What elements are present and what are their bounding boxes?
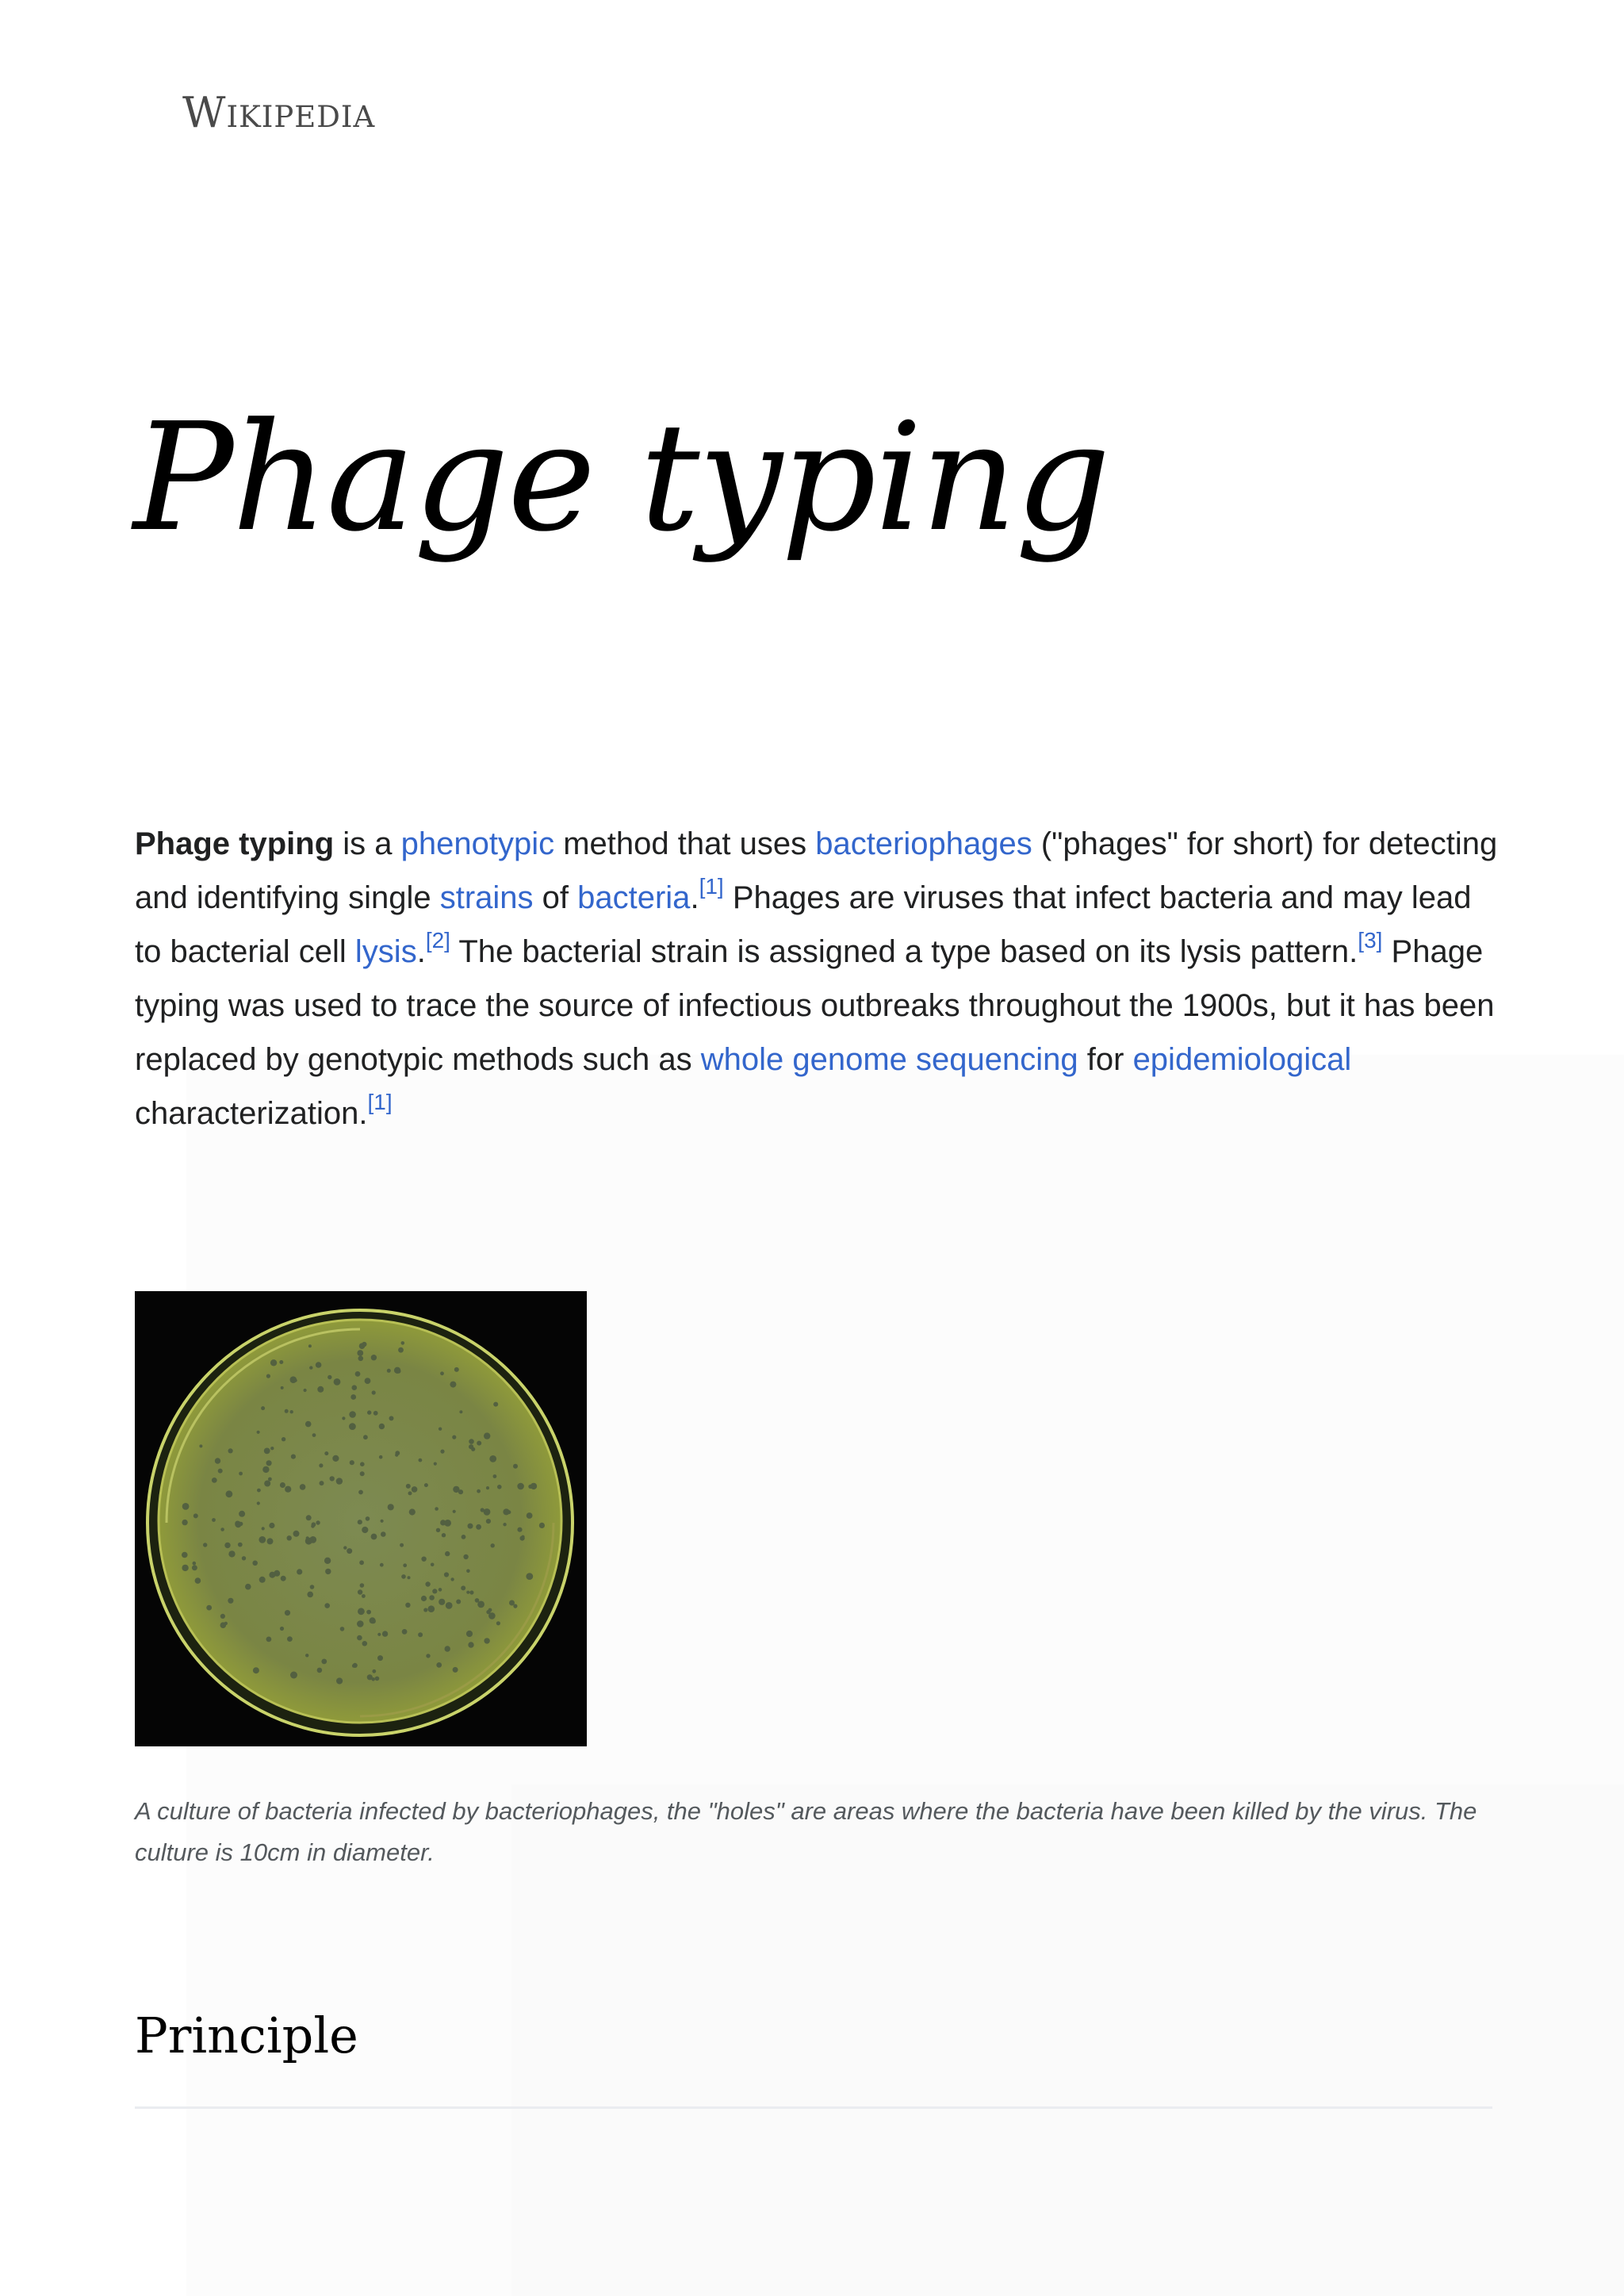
plaque [257,1489,261,1493]
plaque [259,1577,266,1583]
plaque [192,1565,197,1570]
plaque [309,1366,312,1369]
plaque [252,1561,258,1566]
plaque [215,1458,220,1463]
plaque [476,1524,481,1530]
plaque [466,1631,473,1637]
plaque [382,1631,388,1636]
plaque [388,1504,394,1510]
plaque [434,1462,437,1466]
plaque [220,1527,224,1531]
citation-3[interactable] [1358,928,1382,953]
plaque [503,1523,506,1526]
plaque [421,1557,426,1562]
plaque [367,1674,373,1680]
plaque [477,1489,481,1493]
plaque [340,1627,345,1631]
plaque [287,1636,293,1642]
link-epidemiological[interactable]: epidemiological [1132,1042,1352,1077]
plaque [334,1378,341,1386]
plaque [343,1546,347,1549]
plaque [513,1604,517,1608]
plaque [330,1476,335,1481]
plaque [352,1664,356,1668]
plaque [387,1369,391,1373]
plaque [446,1602,453,1609]
plaque [452,1435,456,1439]
plaque [453,1667,458,1673]
plaque [412,1486,418,1493]
citation-2[interactable] [426,928,450,953]
plaque [421,1596,427,1601]
plaque [257,1431,260,1434]
plaque [212,1518,216,1522]
plaque [199,1444,202,1447]
plaque [463,1554,468,1559]
plaque [287,1535,292,1540]
plaque [469,1590,473,1594]
plaque [182,1503,190,1510]
plaque [262,1466,269,1473]
plaque [290,1410,293,1413]
lead-text: characterization. [135,1096,368,1131]
plaque [377,1633,381,1636]
plaque [182,1520,187,1525]
plaque [403,1563,407,1567]
plaque [317,1386,324,1393]
plaque [235,1521,240,1527]
plaque [450,1382,456,1388]
plaque [316,1520,320,1524]
plaque [440,1450,444,1454]
plaque [357,1620,364,1627]
plaque [394,1367,400,1374]
plaque [352,1385,358,1390]
plaque [468,1642,473,1647]
lead-bold-term: Phage typing [135,826,335,861]
plaque [466,1591,469,1594]
plaque [373,1411,378,1416]
link-bacteriophages[interactable]: bacteriophages [815,826,1032,861]
plaque [362,1641,368,1646]
plaque [224,1543,230,1548]
section-divider [135,2106,1492,2109]
plaque [366,1610,371,1615]
plaque [280,1627,284,1631]
plaque [489,1455,496,1462]
plaque [182,1552,188,1558]
plaque [405,1603,410,1608]
plaque [526,1573,533,1580]
plaque [269,1572,275,1578]
link-lysis[interactable]: lysis [354,934,417,969]
plaque [238,1543,243,1547]
plaque [456,1600,461,1604]
plaque [440,1371,444,1375]
lead-text: . [690,880,699,915]
plaque [454,1367,459,1372]
plaque [358,1520,362,1524]
lead-text: is a [334,826,401,861]
plaque [462,1535,466,1539]
plaque [429,1595,435,1600]
plaque [359,1343,366,1349]
plaque [517,1483,524,1490]
plaque [293,1531,300,1537]
plaque [362,1527,368,1533]
plaque [285,1486,291,1493]
plaque [358,1356,364,1362]
plaque [309,1536,316,1543]
link-phenotypic[interactable]: phenotypic [400,826,555,861]
plaque [517,1527,522,1532]
plaque [266,1460,272,1466]
plaque [400,1543,404,1547]
plaque [281,1576,286,1581]
plaque [261,1406,265,1410]
plaque [528,1485,532,1489]
plaque [426,1654,430,1658]
plaque [436,1662,442,1668]
plaque [459,1410,462,1413]
plaque [357,1635,362,1641]
plaque [477,1441,481,1446]
plaque [395,1451,400,1455]
plaque [239,1511,245,1517]
figure-caption: A culture of bacteria infected by bacteriophages, the "holes" are areas where the bacteria have been killed by the virus. The culture is 10cm in diameter. [135,1797,1477,1866]
plaque [381,1531,386,1537]
lead-text: for [1078,1042,1133,1077]
plaque [379,1455,383,1459]
plaque [365,1378,371,1384]
plaque [366,1516,370,1521]
plaque [477,1601,485,1608]
plaque [436,1528,440,1532]
plaque [206,1605,212,1611]
plaque [290,1376,297,1383]
lead-text: The bacterial strain is assigned a type based on its lysis pattern. [450,934,1358,969]
plaque [398,1347,404,1353]
plaque [406,1484,411,1489]
plaque [428,1605,435,1612]
plaque [402,1629,408,1635]
plaque [290,1672,297,1679]
lead-text: Phage typing was used to trace the source of infectious outbreaks throughout the 1900s, but it has been replaced by genotypic methods such as [135,934,1495,1077]
plaque [453,1510,456,1513]
plaque [305,1421,312,1428]
plaque [461,1585,465,1590]
plaque [218,1469,223,1474]
citation-link[interactable]: [2] [425,928,450,953]
plaque [493,1402,498,1407]
plaque [432,1589,437,1593]
plaque [442,1533,446,1537]
citation-link[interactable]: [1] [699,874,724,899]
plaque [423,1608,427,1612]
lead-text: method that uses [554,826,816,861]
plaque [253,1667,259,1673]
plaque [375,1677,380,1681]
plaque [468,1524,473,1529]
plaque [300,1484,306,1490]
plaque [282,1437,285,1441]
plaque [401,1341,405,1345]
plaque [358,1589,362,1594]
plaque [493,1474,497,1478]
plaque [324,1558,331,1564]
plaque [264,1481,270,1487]
plaque [266,1374,270,1378]
plaque [484,1638,489,1643]
plaque [367,1410,371,1414]
plaque [380,1563,384,1567]
link-strains[interactable]: strains [439,880,534,915]
plaque [359,1560,364,1565]
plaque [418,1632,423,1637]
plaque [444,1520,451,1527]
plaque [195,1577,201,1584]
plaque [239,1472,243,1476]
plaque [325,1569,331,1574]
plaque [408,1576,411,1579]
plaque [445,1551,450,1556]
lead-text: ("phages" for short) for detecting and identifying single [135,826,1498,915]
plaque [324,1603,330,1608]
page-title: Phage typing [133,391,1109,565]
plaque [486,1519,491,1524]
plaque [496,1621,500,1625]
plaque [371,1619,376,1623]
plaque [242,1556,246,1560]
plaque [419,1458,423,1462]
plaque [350,1460,354,1465]
plaque [389,1416,394,1420]
plaque [431,1563,435,1567]
lead-text: . [416,934,426,969]
plaque [360,1471,365,1476]
plaque [453,1486,459,1493]
plaque [435,1507,439,1511]
plaque [228,1598,233,1604]
plaque [317,1668,323,1673]
plaque [304,1389,307,1392]
citation-link[interactable]: [3] [1358,928,1383,953]
plaque [269,1523,274,1528]
plaque [360,1583,365,1588]
plaque [401,1574,406,1579]
plaque [466,1570,470,1573]
petri-dish-image[interactable] [135,1291,587,1746]
plaque [527,1512,533,1519]
plaque [336,1677,343,1684]
plaque [372,1669,376,1673]
plaque [316,1362,322,1368]
plaque [381,1520,384,1523]
plaque [349,1411,356,1418]
plaque [450,1577,454,1581]
plaque [193,1513,198,1518]
plaque [305,1654,308,1657]
plaque [291,1455,296,1459]
plaque [358,1608,365,1615]
plaque [245,1584,251,1590]
plaque [270,1359,277,1366]
plaque [445,1646,450,1651]
plaque [319,1463,323,1467]
plaque [486,1486,489,1489]
plaque [203,1543,207,1547]
plaque [280,1482,285,1488]
wikipedia-logo[interactable]: Wikipedia [182,89,376,137]
plaque [228,1550,235,1557]
plaque [372,1390,376,1394]
plaque [357,1350,363,1356]
plaque [491,1543,495,1547]
plaque [371,1355,377,1360]
plaque [312,1433,316,1437]
citation-1-repeat[interactable] [367,1090,392,1114]
plaque [270,1447,274,1450]
plaque [439,1428,442,1431]
plaque [220,1622,227,1628]
plaque [281,1386,284,1389]
plaque [444,1572,449,1577]
plaque [484,1432,490,1439]
plaque [182,1565,188,1571]
plaque [266,1637,272,1642]
plaque [193,1562,197,1566]
plaque [311,1524,315,1528]
plaque [513,1464,518,1469]
plaque [268,1478,272,1481]
plaque [320,1481,324,1485]
plaque [321,1659,327,1665]
plaque [257,1501,260,1504]
plaque [297,1569,302,1574]
citation-1[interactable] [699,874,724,899]
link-bacteria[interactable]: bacteria [577,880,691,915]
plaque [279,1360,283,1364]
plaque [332,1455,339,1462]
lead-paragraph [135,817,1499,1140]
plaque [267,1538,274,1544]
plaque [327,1375,331,1379]
plaque [228,1448,233,1453]
plaque [259,1536,266,1543]
plaque [306,1515,312,1520]
plaque [425,1581,430,1586]
plaque [308,1344,312,1347]
lead-text: of [533,880,578,915]
plaque [439,1588,442,1592]
plaque [360,1462,365,1466]
plaque [324,1451,328,1455]
plaque [307,1592,313,1598]
plaque [220,1614,225,1619]
plaque [262,1527,265,1530]
plaque [226,1490,233,1497]
plaque [349,1423,356,1430]
section-heading-principle: Principle [135,2007,358,2064]
plaque [362,1594,366,1598]
plaque [358,1490,363,1495]
plaque [342,1416,345,1420]
plaque [347,1548,352,1554]
plaque [521,1535,524,1539]
plaque [285,1409,289,1413]
plaque [350,1394,356,1400]
plaque [424,1483,428,1487]
plaque [212,1478,217,1483]
petri-dish-graphic [135,1291,587,1746]
plaque [377,1655,383,1661]
plaque [264,1448,270,1455]
plaque [497,1485,502,1489]
plaque [539,1523,545,1528]
plaque [285,1610,290,1616]
lead-text: Phages are viruses that infect bacteria and may lead to bacterial cell [135,880,1472,969]
plaque [310,1585,315,1589]
citation-link[interactable]: [1] [367,1090,393,1114]
plaque [379,1424,385,1429]
plaque [488,1612,496,1619]
plaque [409,1508,416,1515]
plaque [363,1435,368,1439]
plaque [371,1534,377,1540]
plaque [336,1478,343,1484]
plaque [484,1508,491,1516]
plaque [355,1371,361,1377]
link-whole-genome-sequencing[interactable]: whole genome sequencing [700,1042,1078,1077]
plaque [471,1447,475,1451]
plaque [439,1599,445,1605]
plaque [469,1439,474,1444]
plaque [508,1510,511,1514]
plaque [408,1491,412,1495]
